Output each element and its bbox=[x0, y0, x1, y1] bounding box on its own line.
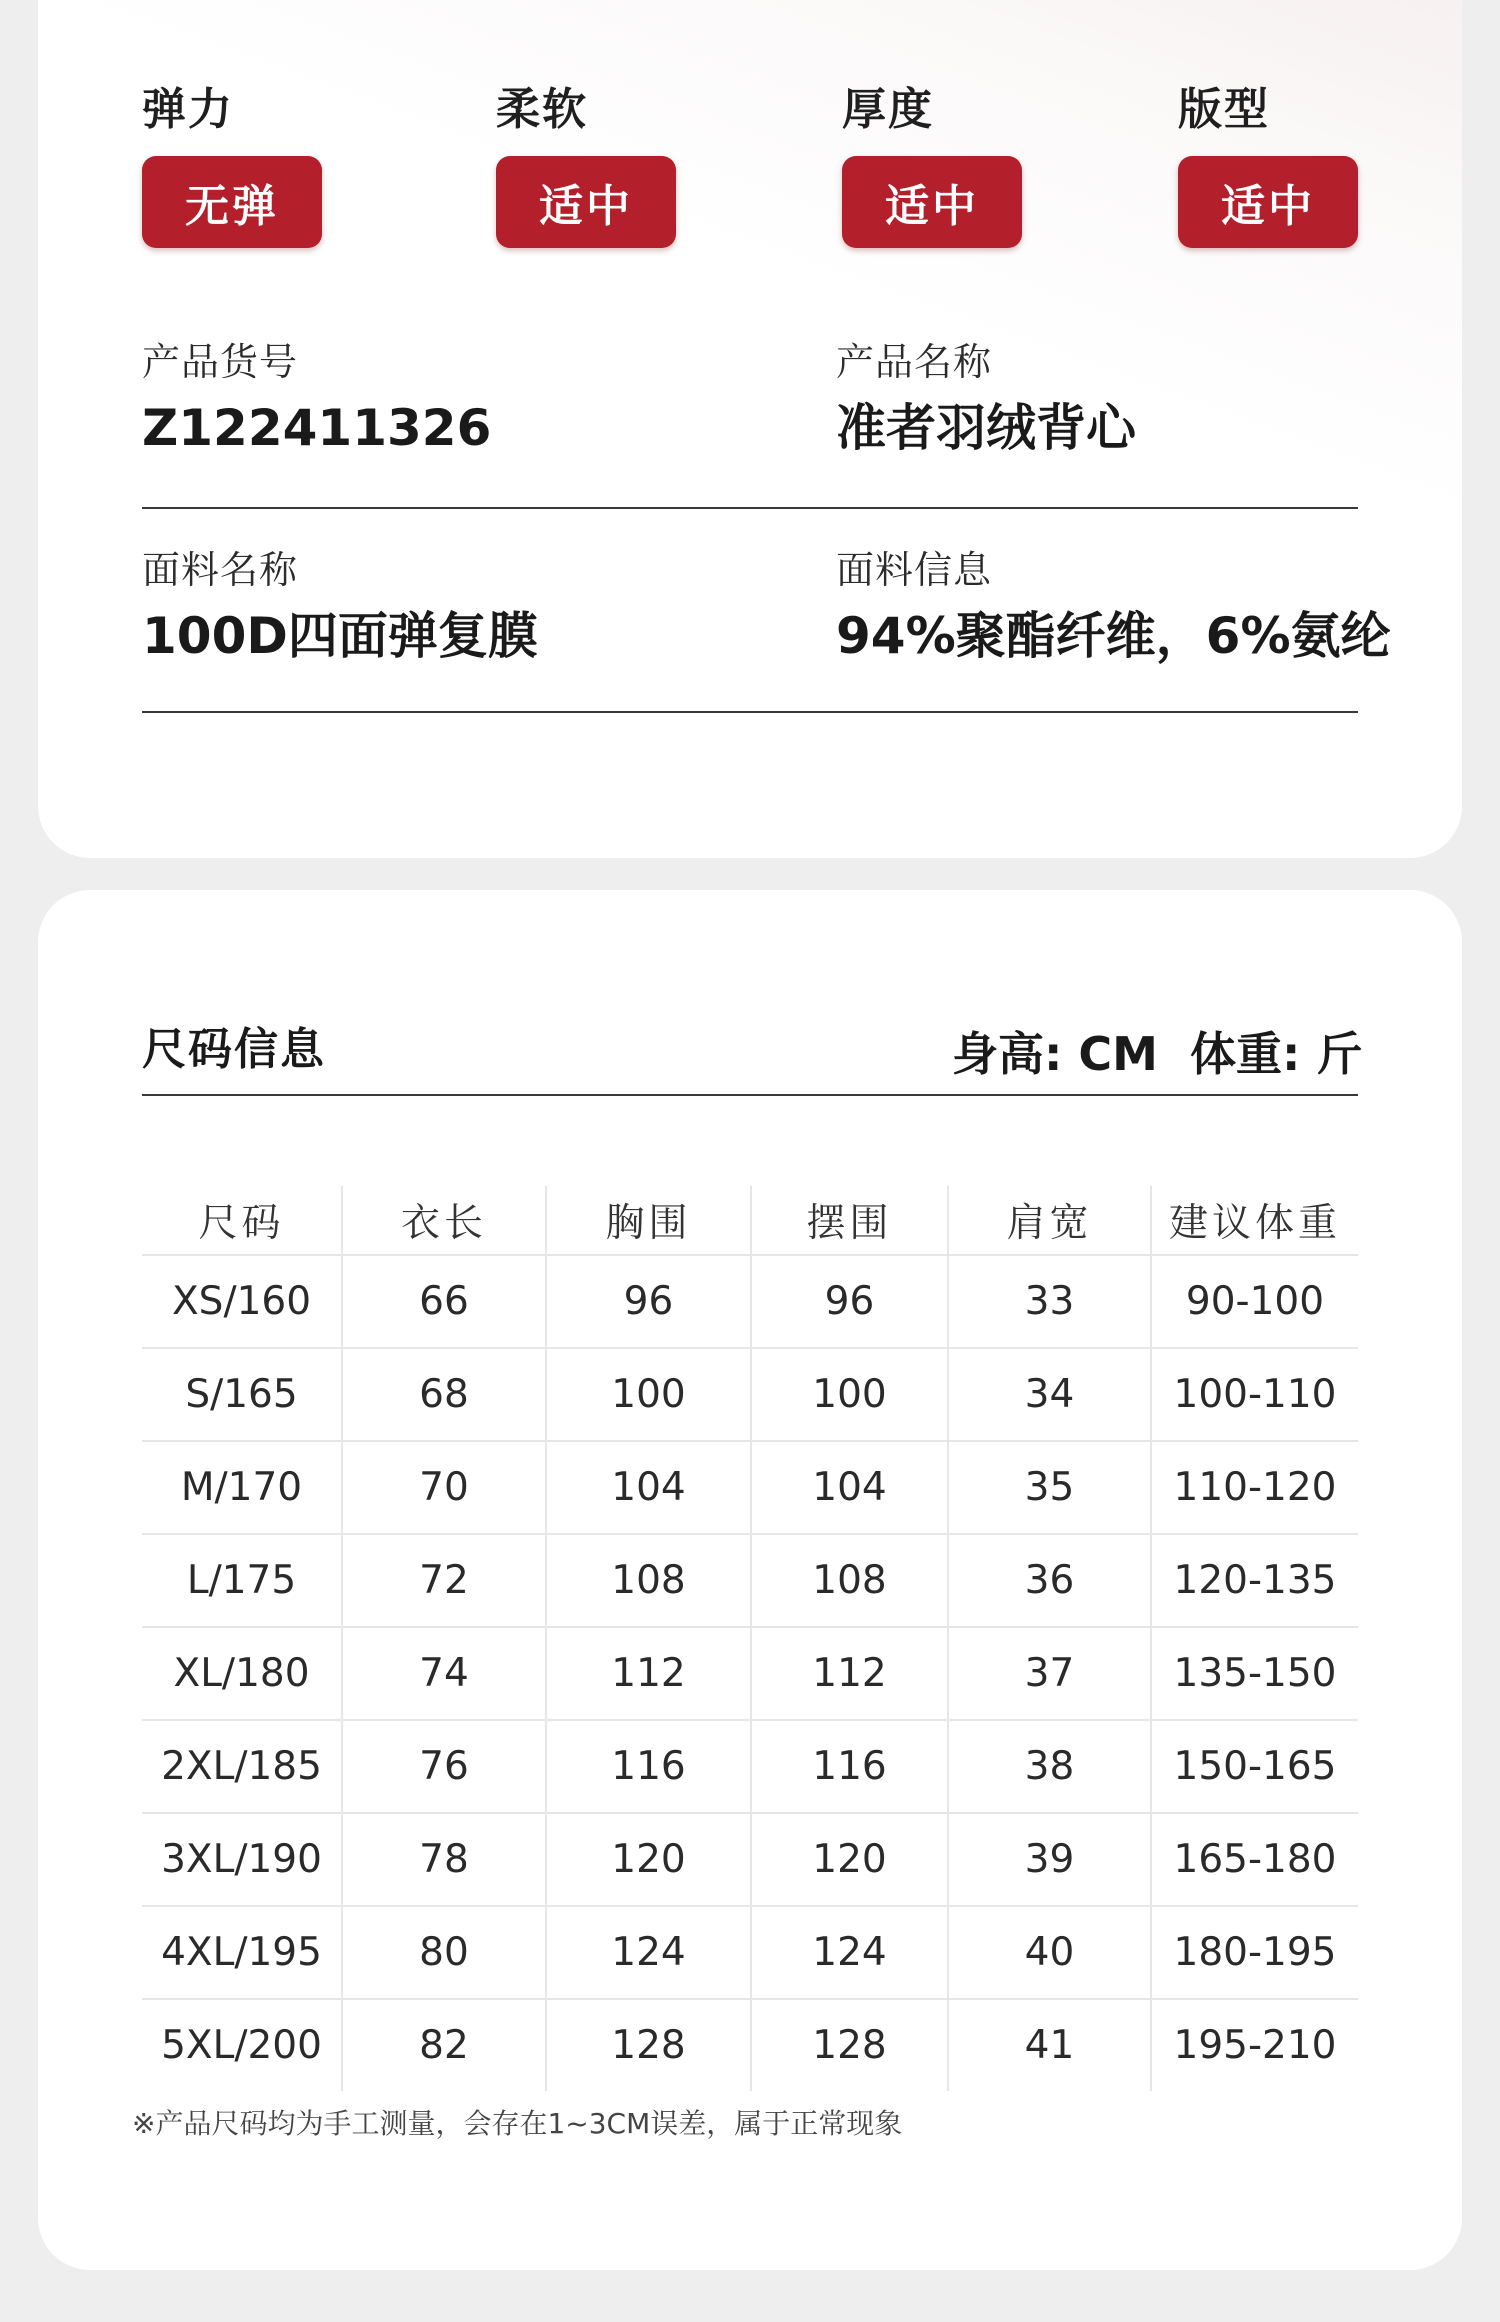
cell-chest: 96 bbox=[546, 1255, 751, 1348]
weight-unit-label: 体重: 斤 bbox=[1190, 1027, 1363, 1081]
table-row bbox=[142, 1906, 1358, 1999]
cell-shoulder: 40 bbox=[948, 1906, 1151, 1999]
attribute-badge: 适中 bbox=[496, 156, 676, 248]
cell-weight: 90-100 bbox=[1151, 1255, 1358, 1348]
fabric-name bbox=[142, 544, 538, 670]
cell-shoulder: 37 bbox=[948, 1627, 1151, 1720]
cell-length: 82 bbox=[342, 1999, 546, 2091]
header-length: 衣长 bbox=[342, 1186, 546, 1255]
cell-hem: 112 bbox=[751, 1627, 948, 1720]
cell-length: 74 bbox=[342, 1627, 546, 1720]
cell-size: 4XL/195 bbox=[142, 1906, 342, 1999]
cell-chest: 124 bbox=[546, 1906, 751, 1999]
cell-weight: 110-120 bbox=[1151, 1441, 1358, 1534]
cell-size: XS/160 bbox=[142, 1255, 342, 1348]
cell-length: 66 bbox=[342, 1255, 546, 1348]
header-hem: 摆围 bbox=[751, 1186, 948, 1255]
cell-hem: 120 bbox=[751, 1813, 948, 1906]
attribute-fit bbox=[1178, 80, 1358, 248]
cell-chest: 108 bbox=[546, 1534, 751, 1627]
product-code-value: Z122411326 bbox=[142, 399, 492, 457]
table-row bbox=[142, 1720, 1358, 1813]
table-row bbox=[142, 1534, 1358, 1627]
cell-size: S/165 bbox=[142, 1348, 342, 1441]
table-row bbox=[142, 1348, 1358, 1441]
table-row bbox=[142, 1999, 1358, 2091]
product-name-label: 产品名称 bbox=[836, 340, 993, 384]
divider bbox=[142, 507, 1358, 509]
cell-shoulder: 34 bbox=[948, 1348, 1151, 1441]
attribute-elasticity bbox=[142, 80, 322, 248]
attribute-label: 柔软 bbox=[496, 84, 588, 135]
cell-weight: 165-180 bbox=[1151, 1813, 1358, 1906]
cell-weight: 135-150 bbox=[1151, 1627, 1358, 1720]
attribute-label: 版型 bbox=[1178, 84, 1270, 135]
product-name bbox=[836, 336, 1136, 462]
cell-hem: 96 bbox=[751, 1255, 948, 1348]
attribute-badge: 适中 bbox=[1178, 156, 1358, 248]
fabric-info-label: 面料信息 bbox=[836, 548, 993, 592]
cell-length: 70 bbox=[342, 1441, 546, 1534]
fabric-name-value: 100D四面弹复膜 bbox=[142, 607, 538, 665]
fabric-info-value: 94%聚酯纤维，6%氨纶 bbox=[836, 607, 1391, 665]
cell-shoulder: 39 bbox=[948, 1813, 1151, 1906]
header-weight: 建议体重 bbox=[1151, 1186, 1358, 1255]
cell-length: 80 bbox=[342, 1906, 546, 1999]
table-row bbox=[142, 1627, 1358, 1720]
product-code bbox=[142, 336, 491, 462]
cell-shoulder: 38 bbox=[948, 1720, 1151, 1813]
header-chest: 胸围 bbox=[546, 1186, 751, 1255]
cell-hem: 108 bbox=[751, 1534, 948, 1627]
fabric-info bbox=[836, 544, 1391, 670]
product-name-value: 准者羽绒背心 bbox=[836, 399, 1136, 457]
size-table bbox=[142, 1186, 1358, 2091]
header-size: 尺码 bbox=[198, 1201, 285, 1246]
cell-shoulder: 33 bbox=[948, 1255, 1151, 1348]
cell-weight: 150-165 bbox=[1151, 1720, 1358, 1813]
cell-hem: 116 bbox=[751, 1720, 948, 1813]
cell-size: L/175 bbox=[142, 1534, 342, 1627]
cell-shoulder: 35 bbox=[948, 1441, 1151, 1534]
cell-weight: 100-110 bbox=[1151, 1348, 1358, 1441]
table-row bbox=[142, 1255, 1358, 1348]
cell-chest: 120 bbox=[546, 1813, 751, 1906]
fabric-name-label: 面料名称 bbox=[142, 548, 299, 592]
attribute-label: 厚度 bbox=[842, 84, 934, 135]
divider bbox=[142, 1094, 1358, 1096]
cell-length: 72 bbox=[342, 1534, 546, 1627]
cell-size: XL/180 bbox=[142, 1627, 342, 1720]
footnote: ※产品尺码均为手工测量，会存在1~3CM误差，属于正常现象 bbox=[132, 2107, 903, 2140]
cell-weight: 195-210 bbox=[1151, 1999, 1358, 2091]
cell-chest: 112 bbox=[546, 1627, 751, 1720]
cell-size: 2XL/185 bbox=[142, 1720, 342, 1813]
cell-chest: 116 bbox=[546, 1720, 751, 1813]
cell-hem: 104 bbox=[751, 1441, 948, 1534]
cell-weight: 120-135 bbox=[1151, 1534, 1358, 1627]
product-code-label: 产品货号 bbox=[142, 340, 299, 384]
attribute-label: 弹力 bbox=[142, 84, 234, 135]
table-row bbox=[142, 1441, 1358, 1534]
table-row bbox=[142, 1813, 1358, 1906]
cell-hem: 128 bbox=[751, 1999, 948, 2091]
table-header-row bbox=[142, 1186, 1358, 1255]
attribute-thickness bbox=[842, 80, 1022, 248]
cell-chest: 100 bbox=[546, 1348, 751, 1441]
cell-length: 78 bbox=[342, 1813, 546, 1906]
cell-chest: 104 bbox=[546, 1441, 751, 1534]
attribute-badge: 无弹 bbox=[142, 156, 322, 248]
cell-size: M/170 bbox=[142, 1441, 342, 1534]
attribute-badge: 适中 bbox=[842, 156, 1022, 248]
size-section-title: 尺码信息 bbox=[142, 1024, 326, 1075]
attribute-softness bbox=[496, 80, 676, 248]
height-unit-label: 身高: CM bbox=[952, 1027, 1158, 1081]
cell-size: 3XL/190 bbox=[142, 1813, 342, 1906]
cell-length: 76 bbox=[342, 1720, 546, 1813]
cell-hem: 124 bbox=[751, 1906, 948, 1999]
cell-shoulder: 36 bbox=[948, 1534, 1151, 1627]
cell-size: 5XL/200 bbox=[142, 1999, 342, 2091]
cell-hem: 100 bbox=[751, 1348, 948, 1441]
divider bbox=[142, 711, 1358, 713]
cell-chest: 128 bbox=[546, 1999, 751, 2091]
header-shoulder: 肩宽 bbox=[948, 1186, 1151, 1255]
cell-shoulder: 41 bbox=[948, 1999, 1151, 2091]
cell-length: 68 bbox=[342, 1348, 546, 1441]
cell-weight: 180-195 bbox=[1151, 1906, 1358, 1999]
